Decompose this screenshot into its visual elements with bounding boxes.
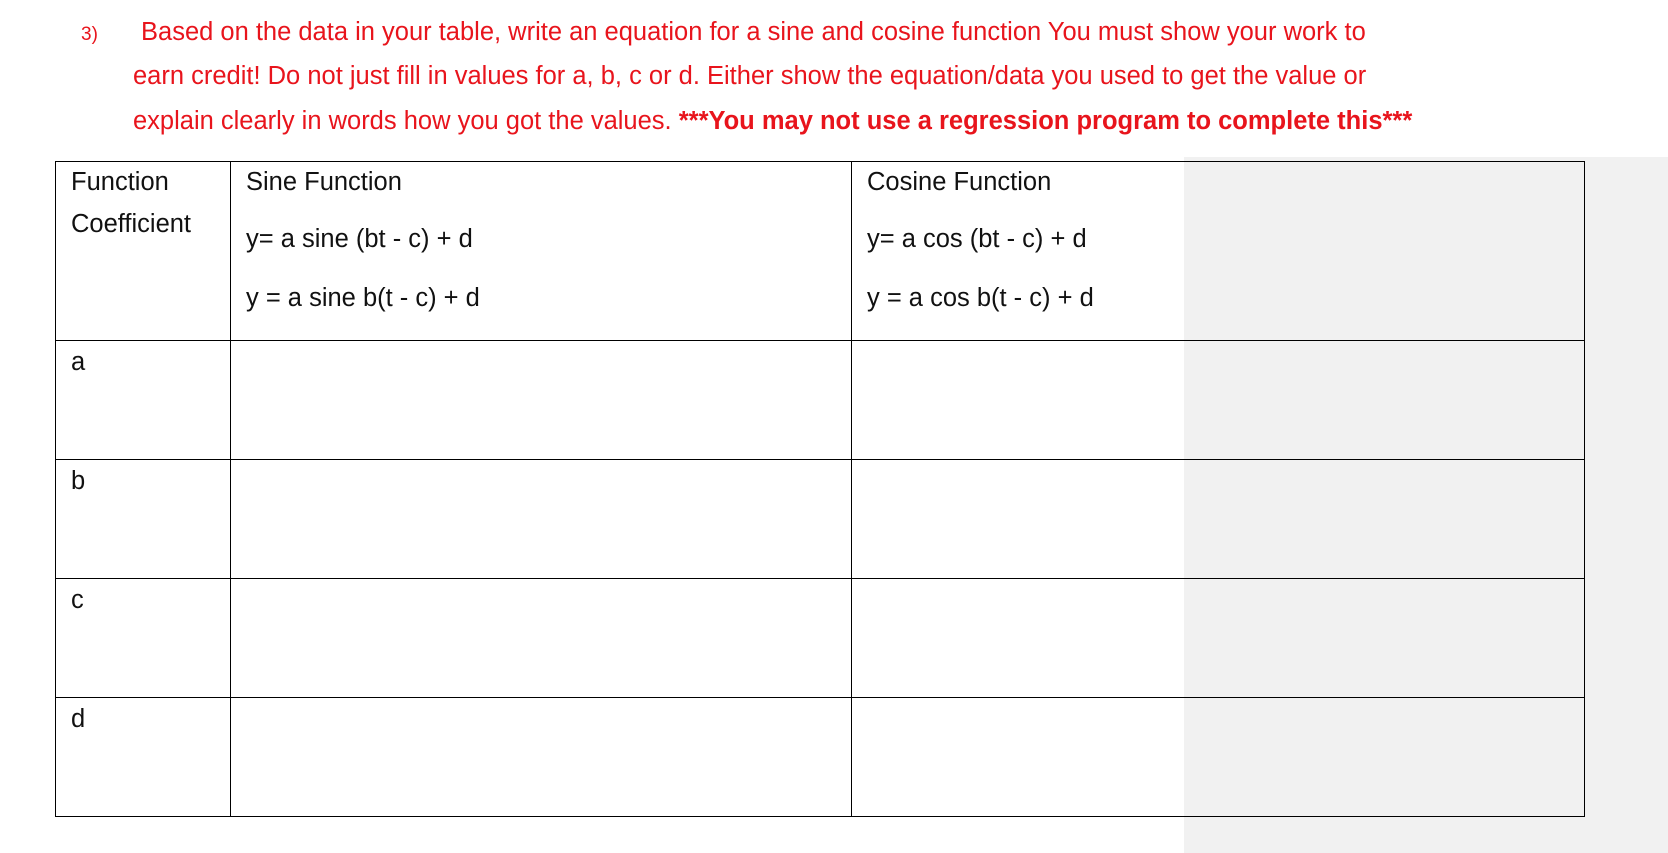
cosine-function-title: Cosine Function [867, 168, 1052, 196]
sine-answer-cell-a[interactable] [231, 341, 852, 460]
row-label-cell-c [56, 579, 231, 698]
cosine-answer-cell-c[interactable] [852, 579, 1585, 698]
row-label-cell-d [56, 698, 231, 817]
cosine-answer-cell-d[interactable] [852, 698, 1585, 817]
row-label-c: c [71, 586, 84, 614]
sine-answer-cell-d[interactable] [231, 698, 852, 817]
table-row-d [56, 698, 1585, 817]
row-label-cell-a [56, 341, 231, 460]
header-function-coefficient-cell [56, 162, 231, 341]
header-sine-cell [231, 162, 852, 341]
question-line-1: Based on the data in your table, write an equation for a sine and cosine function You must show your work to [141, 18, 1366, 46]
cosine-value-c [852, 579, 1584, 585]
cosine-value-b [852, 460, 1584, 466]
row-label-b: b [71, 467, 86, 495]
row-label-cell-b [56, 460, 231, 579]
question-warning-bold: ***You may not use a regression program to complete this*** [678, 107, 1413, 135]
question-line-3-text: explain clearly in words how you got the values. [133, 107, 679, 135]
table-header-row [56, 162, 1585, 341]
header-coefficient-label: Coefficient [71, 210, 192, 238]
cosine-value-a [852, 341, 1584, 347]
sine-equation-1: y= a sine (bt - c) + d [246, 225, 473, 253]
sine-value-b [231, 460, 851, 466]
cosine-value-d [852, 698, 1584, 704]
sine-answer-cell-c[interactable] [231, 579, 852, 698]
header-cosine-cell [852, 162, 1585, 341]
cosine-equation-1: y= a cos (bt - c) + d [867, 225, 1087, 253]
table-row-b [56, 460, 1585, 579]
sine-function-title: Sine Function [246, 168, 402, 196]
cosine-equation-2: y = a cos b(t - c) + d [867, 284, 1094, 312]
table-row-a [56, 341, 1585, 460]
cosine-answer-cell-b[interactable] [852, 460, 1585, 579]
question-line-3 [133, 99, 1412, 144]
table-row-c [56, 579, 1585, 698]
sine-equation-2: y = a sine b(t - c) + d [246, 284, 480, 312]
sine-value-c [231, 579, 851, 585]
question-number: 3) [81, 24, 98, 45]
sine-value-a [231, 341, 851, 347]
row-label-a: a [71, 348, 86, 376]
coefficient-table [55, 161, 1585, 817]
cosine-answer-cell-a[interactable] [852, 341, 1585, 460]
question-line-2: earn credit! Do not just fill in values for a, b, c or d. Either show the equation/data you used to get the value or [133, 62, 1367, 90]
header-function-label: Function [71, 168, 169, 196]
row-label-d: d [71, 705, 86, 733]
sine-answer-cell-b[interactable] [231, 460, 852, 579]
sine-value-d [231, 698, 851, 704]
